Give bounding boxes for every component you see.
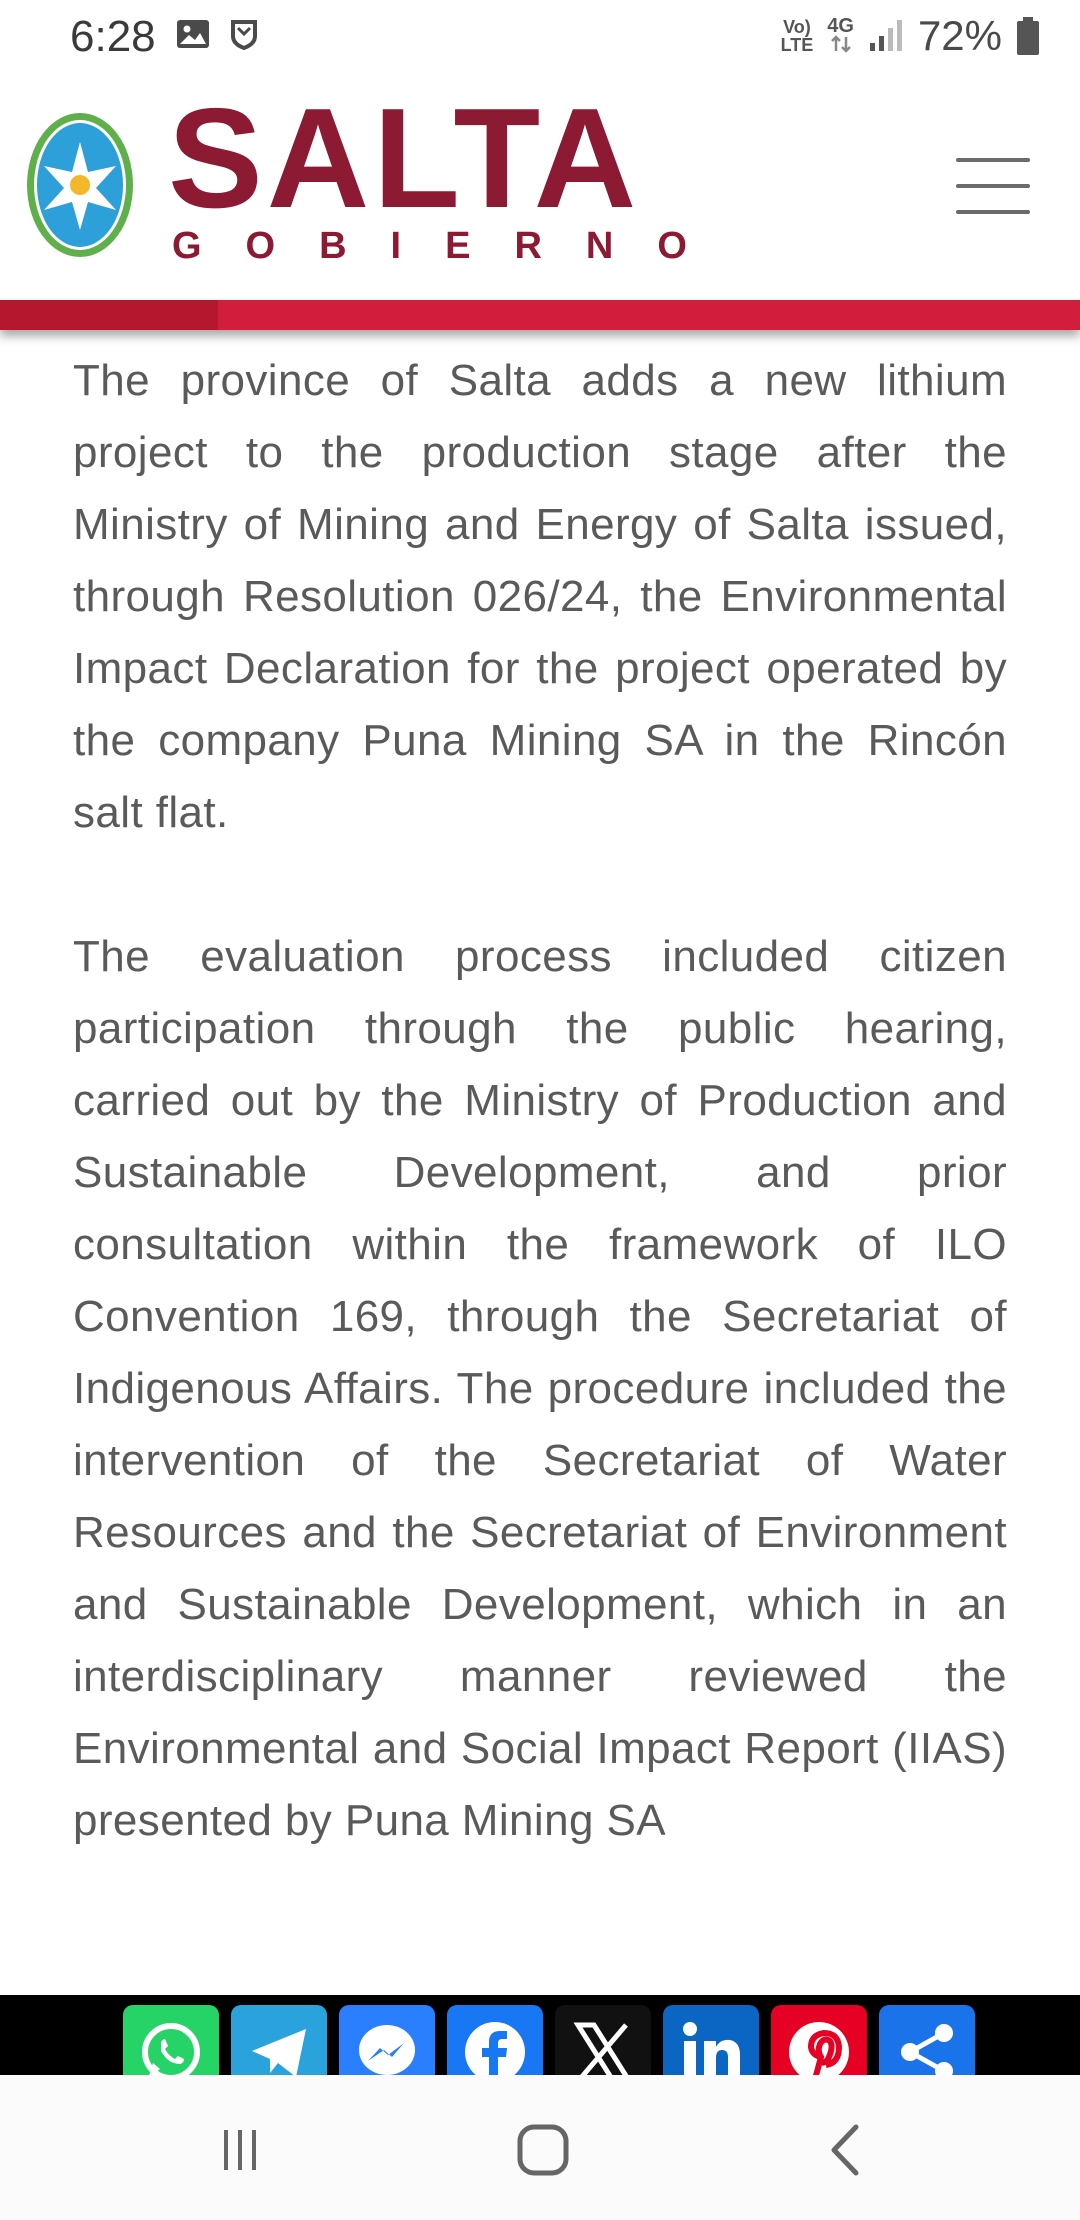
status-system-icons [781, 12, 1040, 60]
recent-apps-icon [216, 2126, 264, 2174]
home-icon [516, 2123, 570, 2177]
site-title[interactable]: SALTA [168, 79, 641, 238]
status-bar [0, 0, 1080, 80]
system-navigation-bar [0, 2075, 1080, 2220]
article-body [73, 345, 1007, 1929]
back-button[interactable] [806, 2115, 886, 2185]
messenger-icon [352, 2017, 422, 2075]
share-icon [892, 2017, 962, 2075]
home-button[interactable] [503, 2115, 583, 2185]
shield-notification-icon [229, 18, 259, 50]
pinterest-share-button[interactable] [771, 2005, 867, 2075]
header-divider-bar [0, 300, 1080, 330]
hamburger-menu-icon[interactable] [956, 158, 1030, 214]
salta-emblem-logo[interactable] [24, 110, 136, 260]
facebook-share-button[interactable] [447, 2005, 543, 2075]
pinterest-icon [784, 2017, 854, 2075]
article-paragraph: The evaluation process included citizen participation through the public hearing, carried out by the Ministry of Production and Sustainable Development, and prior consultation within the framework of ILO Convention 169, through the Secretariat of Indigenous Affairs. The procedure included the intervention of the Secretariat of Water Resources and the Secretariat of Environment and Sustainable Development, which in an interdisciplinary manner reviewed the Environmental and Social Impact Report (IIAS) presented by Puna Mining SA [73, 932, 1007, 1845]
site-header [0, 79, 1080, 300]
linkedin-icon [676, 2017, 746, 2075]
gallery-icon [175, 18, 211, 50]
share-button[interactable] [879, 2005, 975, 2075]
facebook-icon [460, 2017, 530, 2075]
volte-label: Vo) [783, 17, 811, 37]
telegram-share-button[interactable] [231, 2005, 327, 2075]
messenger-share-button[interactable] [339, 2005, 435, 2075]
volte-indicator [781, 18, 814, 54]
linkedin-share-button[interactable] [663, 2005, 759, 2075]
network-indicator [827, 14, 854, 56]
status-notification-icons [175, 18, 259, 50]
whatsapp-share-button[interactable] [123, 2005, 219, 2075]
telegram-icon [244, 2017, 314, 2075]
signal-icon [868, 19, 904, 53]
battery-icon [1016, 16, 1040, 56]
network-label: 4G [827, 14, 854, 37]
recent-apps-button[interactable] [200, 2115, 280, 2185]
whatsapp-icon [136, 2017, 206, 2075]
site-subtitle: GOBIERNO [172, 225, 731, 267]
battery-percent: 72% [917, 12, 1002, 59]
x-share-button[interactable] [555, 2005, 651, 2075]
article-paragraph: The province of Salta adds a new lithium project to the production stage after the Ministry of Mining and Energy of Salta issued, through Resolution 026/24, the Environmental Impact Declaration for the project operated by the company Puna Mining SA in the Rincón salt flat. [73, 356, 1007, 837]
data-arrows-icon [829, 35, 853, 53]
social-share-bar [0, 1995, 1080, 2075]
back-icon [826, 2123, 866, 2177]
x-icon [568, 2017, 638, 2075]
status-time: 6:28 [70, 12, 156, 61]
lte-label: LTE [780, 35, 814, 55]
